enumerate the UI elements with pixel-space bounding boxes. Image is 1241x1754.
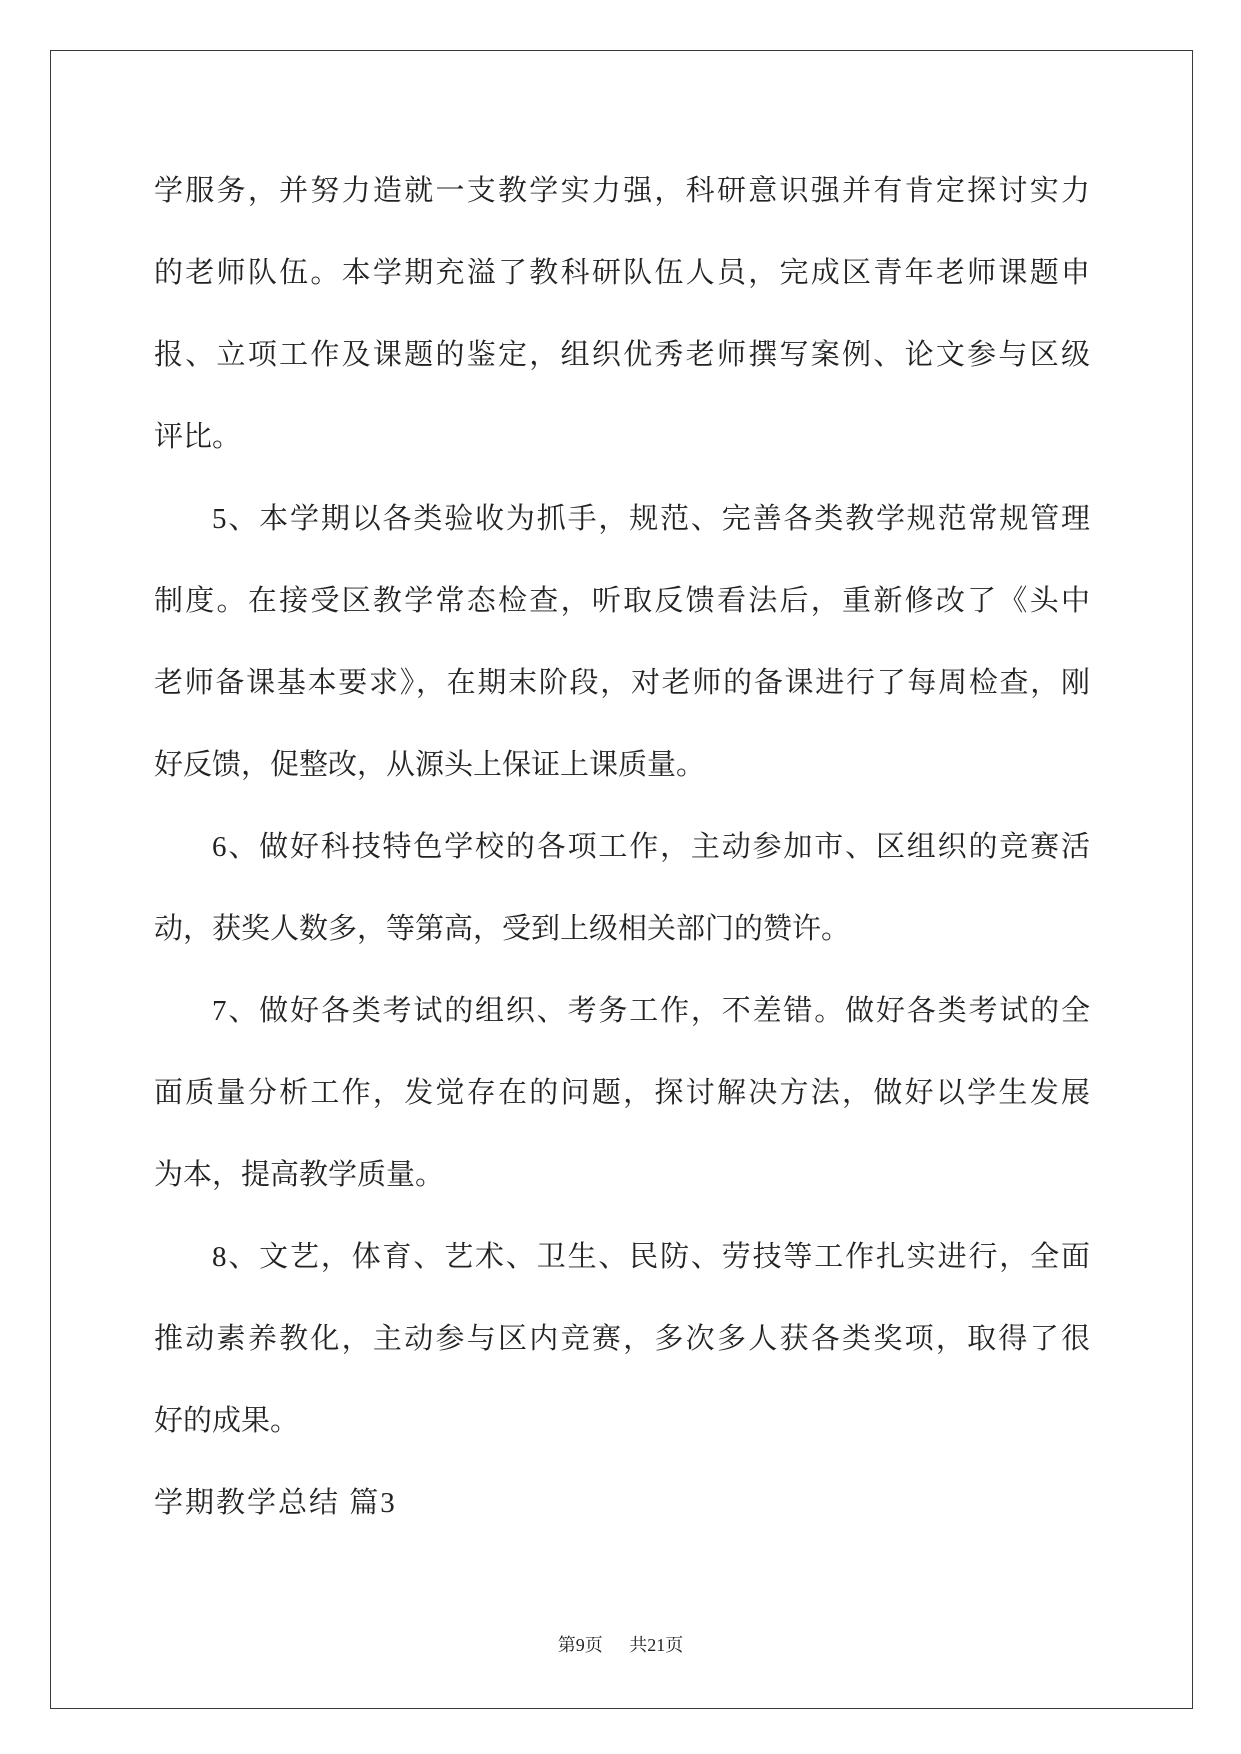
page-number: 第9页	[557, 1635, 603, 1655]
paragraph-item-5	[154, 478, 1090, 806]
document-body	[154, 150, 1090, 1544]
text-line: 老师备课基本要求》，在期末阶段，对老师的备课进行了每周检查，刚	[154, 667, 1090, 699]
section-heading: 学期教学总结 篇3	[154, 1487, 397, 1519]
paragraph-item-7	[154, 970, 1090, 1216]
text-line: 8、文艺，体育、艺术、卫生、民防、劳技等工作扎实进行，全面	[212, 1241, 1090, 1273]
text-line: 推动素养教化，主动参与区内竞赛，多次多人获各类奖项，取得了很	[154, 1323, 1090, 1355]
text-line: 5、本学期以各类验收为抓手，规范、完善各类教学规范常规管理	[212, 503, 1090, 535]
text-line: 好反馈，促整改，从源头上保证上课质量。	[154, 749, 706, 781]
text-line: 为本，提高教学质量。	[154, 1159, 445, 1191]
text-line: 动，获奖人数多，等第高，受到上级相关部门的赞许。	[154, 913, 851, 945]
text-line: 面质量分析工作，发觉存在的问题，探讨解决方法，做好以学生发展	[154, 1077, 1090, 1109]
text-line: 7、做好各类考试的组织、考务工作，不差错。做好各类考试的全	[212, 995, 1090, 1027]
paragraph-continuation	[154, 150, 1090, 478]
text-line: 好的成果。	[154, 1405, 300, 1437]
text-line: 制度。在接受区教学常态检查，听取反馈看法后，重新修改了《头中	[154, 585, 1090, 617]
text-line: 学服务，并努力造就一支教学实力强，科研意识强并有肯定探讨实力	[154, 175, 1090, 207]
page-footer	[0, 1630, 1241, 1660]
text-line: 6、做好科技特色学校的各项工作，主动参加市、区组织的竞赛活	[212, 831, 1090, 863]
page-total: 共21页	[629, 1635, 684, 1655]
paragraph-item-6	[154, 806, 1090, 970]
text-line: 的老师队伍。本学期充溢了教科研队伍人员，完成区青年老师课题申	[154, 257, 1090, 289]
paragraph-item-8	[154, 1216, 1090, 1462]
text-line: 评比。	[154, 421, 242, 453]
text-line: 报、立项工作及课题的鉴定，组织优秀老师撰写案例、论文参与区级	[154, 339, 1090, 371]
